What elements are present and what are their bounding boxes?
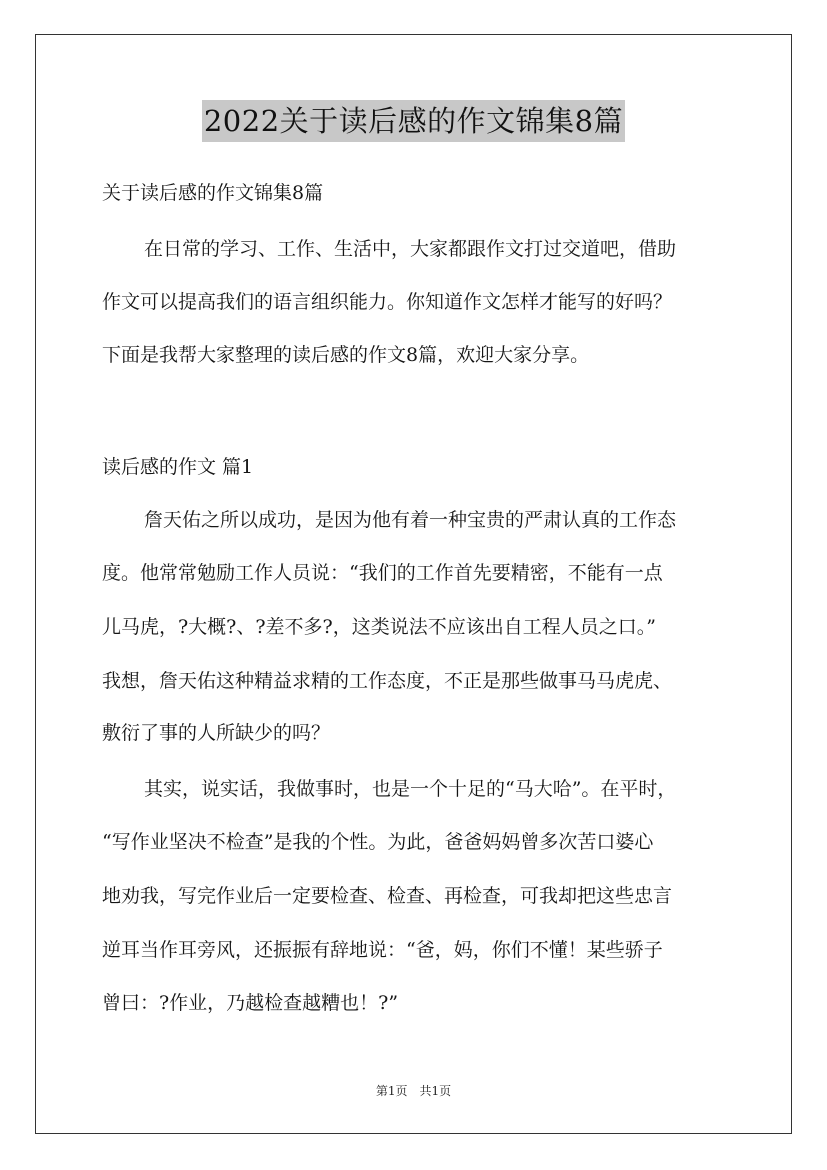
paragraph-line: 敷衍了事的人所缺少的吗？ <box>102 722 331 744</box>
paragraph-line: 儿马虎，?大概?、?差不多?，这类说法不应该出自工程人员之口。” <box>102 616 656 638</box>
paragraph-line: 地劝我，写完作业后一定要检查、检查、再检查，可我却把这些忠言 <box>102 885 673 907</box>
paragraph-line: 逆耳当作耳旁风，还振振有辞地说：“爸，妈，你们不懂！某些骄子 <box>102 939 663 961</box>
intro-line: 作文可以提高我们的语言组织能力。你知道作文怎样才能写的好吗？ <box>102 291 673 313</box>
paragraph-line: 詹天佑之所以成功，是因为他有着一种宝贵的严肃认真的工作态 <box>144 509 677 531</box>
paragraph-line: 度。他常常勉励工作人员说：“我们的工作首先要精密，不能有一点 <box>102 562 663 584</box>
intro-line: 在日常的学习、工作、生活中，大家都跟作文打过交道吧，借助 <box>144 238 677 260</box>
paragraph-line: 其实，说实话，我做事时，也是一个十足的“马大哈”。在平时， <box>144 778 677 800</box>
title-container <box>0 100 827 142</box>
paragraph-line: 我想，詹天佑这种精益求精的工作态度，不正是那些做事马马虎虎、 <box>102 670 673 692</box>
paragraph-line: “写作业坚决不检查”是我的个性。为此，爸爸妈妈曾多次苦口婆心 <box>102 831 654 853</box>
document-subtitle: 关于读后感的作文锦集8篇 <box>102 182 324 204</box>
page-number-footer: 第1页 共1页 <box>375 1084 452 1098</box>
intro-line: 下面是我帮大家整理的读后感的作文8篇，欢迎大家分享。 <box>102 344 590 366</box>
paragraph-line: 曾曰：?作业，乃越检查越糟也！?” <box>102 992 399 1014</box>
section-heading: 读后感的作文 篇1 <box>102 456 254 478</box>
document-title: 2022关于读后感的作文锦集8篇 <box>202 100 625 142</box>
